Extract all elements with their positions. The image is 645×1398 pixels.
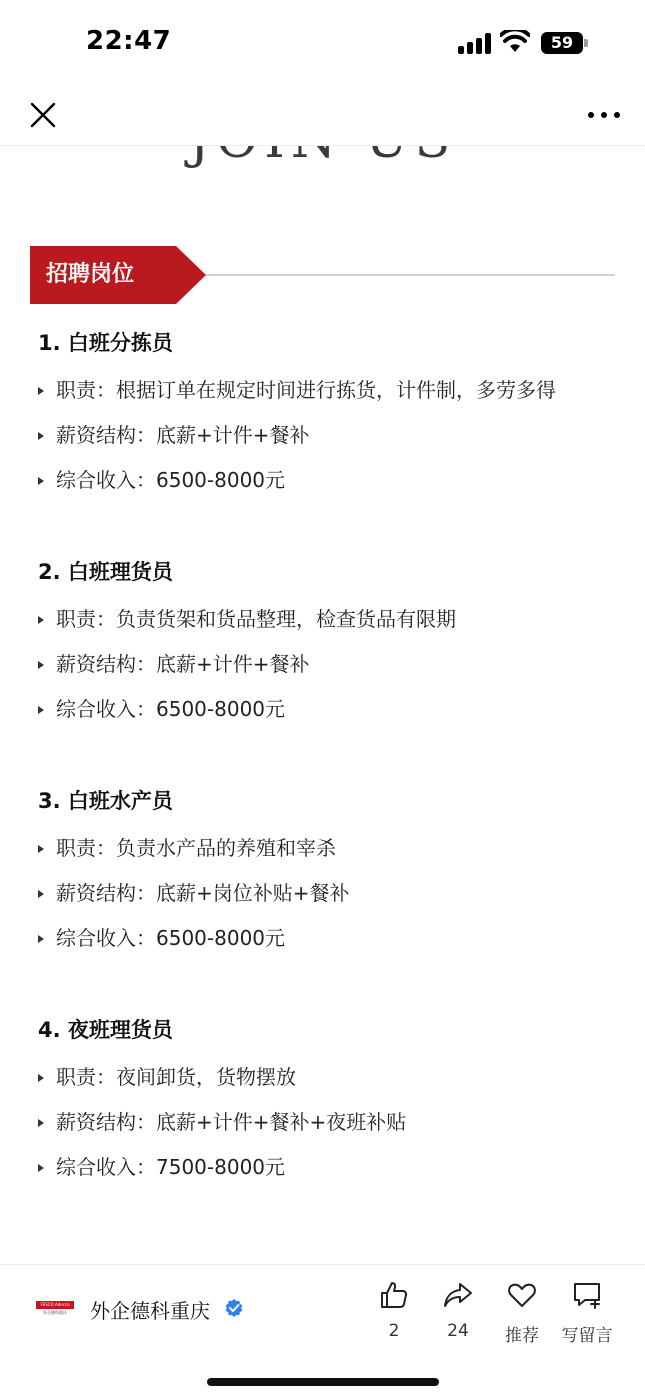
verified-badge-icon [224,1298,244,1318]
heart-icon [506,1279,538,1311]
logo-brand-text: FESCO Adecco [36,1301,74,1309]
job-title: 3. 白班水产员 [38,789,173,813]
cellular-signal-icon [458,32,492,54]
job-duty: 职责：根据订单在规定时间进行拣货，计件制，多劳多得 [38,368,618,413]
write-comment-button[interactable] [556,1279,618,1346]
logo-sub-text: 外企德科重庆 [43,1310,67,1315]
job-salary-structure: 薪资结构：底薪+岗位补贴+餐补 [38,871,618,916]
more-dot [588,112,594,118]
section-tag-arrow [176,246,206,304]
job-duty: 职责：负责货架和货品整理，检查货品有限期 [38,597,618,642]
job-income: 综合收入：6500-8000元 [38,916,618,961]
comment-icon [571,1279,603,1311]
share-count: 24 [447,1321,469,1341]
job-salary-structure: 薪资结构：底薪+计件+餐补 [38,413,618,458]
wifi-icon [500,30,530,54]
recommend-label: 推荐 [505,1326,539,1346]
battery-cap [584,39,588,47]
job-item [38,1005,618,1190]
battery-level: 59 [550,33,574,52]
status-bar [0,0,645,88]
account-name[interactable]: 外企德科重庆 [90,1299,210,1323]
more-dot [601,112,607,118]
job-list [38,318,618,1234]
write-comment-label: 写留言 [561,1326,613,1346]
account-logo[interactable] [36,1301,74,1323]
article-nav-bar [0,88,645,146]
more-dot [614,112,620,118]
job-item [38,776,618,961]
job-item [38,547,618,732]
battery-icon [541,32,583,54]
section-divider [206,274,615,276]
job-income: 综合收入：6500-8000元 [38,687,618,732]
section-title: 招聘岗位 [30,246,176,304]
job-title: 2. 白班理货员 [38,560,173,584]
share-button[interactable] [427,1279,489,1341]
job-title: 4. 夜班理货员 [38,1018,173,1042]
more-options-button[interactable] [584,98,624,132]
job-duty: 职责：负责水产品的养殖和宰杀 [38,826,618,871]
job-title: 1. 白班分拣员 [38,331,173,355]
recommend-button[interactable] [491,1279,553,1346]
section-header [30,246,615,304]
like-count: 2 [388,1321,400,1341]
job-salary-structure: 薪资结构：底薪+计件+餐补+夜班补贴 [38,1100,618,1145]
job-income: 综合收入：6500-8000元 [38,458,618,503]
home-indicator[interactable] [207,1378,439,1386]
job-duty: 职责：夜间卸货，货物摆放 [38,1055,618,1100]
like-button[interactable] [363,1279,425,1341]
status-time: 22:47 [86,26,172,56]
job-salary-structure: 薪资结构：底薪+计件+餐补 [38,642,618,687]
close-icon[interactable] [26,98,60,132]
job-income: 综合收入：7500-8000元 [38,1145,618,1190]
share-icon [442,1279,474,1311]
job-item [38,318,618,503]
thumbs-up-icon [378,1279,410,1311]
